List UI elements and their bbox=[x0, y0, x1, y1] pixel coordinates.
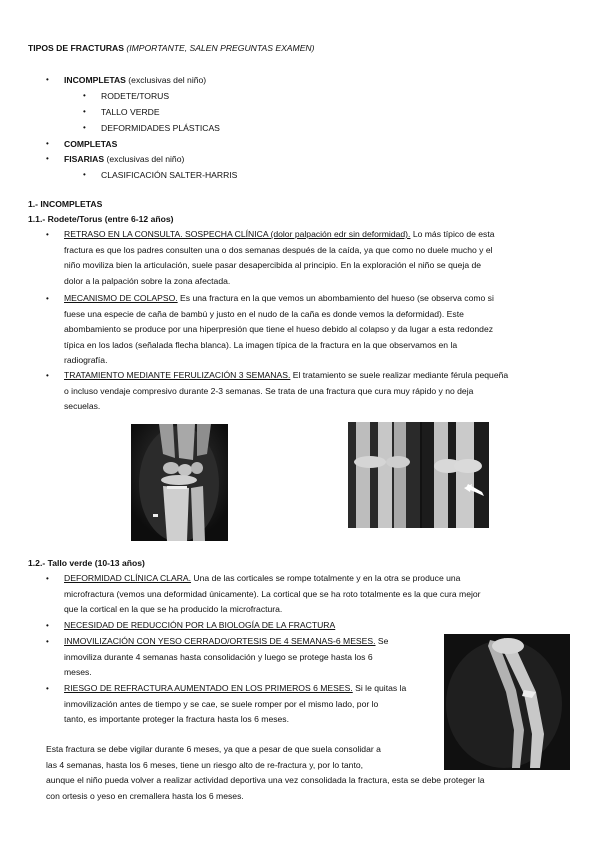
outline-completas: COMPLETAS bbox=[64, 139, 118, 149]
bullet-icon: • bbox=[83, 107, 86, 116]
greenstick-paragraph bbox=[46, 742, 485, 804]
xray-wrist-image bbox=[131, 424, 228, 541]
outline-subitem: CLASIFICACIÓN SALTER-HARRIS bbox=[101, 170, 238, 180]
subsection-heading-prefix: 1.2.- Tallo verde bbox=[28, 558, 93, 568]
outline-fisarias bbox=[64, 153, 184, 165]
bullet-text: abombamiento se produce por una hiperpresión que tiene el hueso debido al colapso y da lugar a esta redondez bbox=[64, 324, 494, 335]
outline-fisarias-note: (exclusivas del niño) bbox=[106, 154, 185, 164]
paragraph-line: Esta fractura se debe vigilar durante 6 meses, ya que a pesar de que suela consolidar a bbox=[46, 744, 381, 754]
paragraph-line: con ortesis o yeso en cremallera hasta los 6 meses. bbox=[46, 790, 244, 801]
bullet-text: típica en los lados (señalada flecha blanca). La imagen típica de la fractura en la que observamos en la bbox=[64, 339, 458, 350]
outline-subitem: TALLO VERDE bbox=[101, 107, 160, 117]
bullet-icon: • bbox=[46, 621, 49, 630]
bullet-lead: MECANISMO DE COLAPSO. bbox=[64, 293, 178, 303]
bullet-lead: DEFORMIDAD CLÍNICA CLARA. bbox=[64, 573, 192, 583]
outline-incompletas bbox=[64, 74, 206, 86]
bullet-text: tanto, es importante proteger la fractura hasta los 6 meses. bbox=[64, 714, 289, 725]
bullet-lead: TRATAMIENTO MEDIANTE FERULIZACIÓN 3 SEMANAS. bbox=[64, 370, 291, 380]
bullet-text: dolor a la palpación sobre la zona afectada. bbox=[64, 275, 231, 286]
bullet-lead: RIESGO DE REFRACTURA AUMENTADO EN LOS PRIMEROS 6 MESES. bbox=[64, 683, 353, 693]
bullet-icon: • bbox=[46, 230, 49, 239]
paragraph-line: las 4 semanas, hasta los 6 meses, tiene un riesgo alto de re-fractura y, por lo tanto, bbox=[46, 759, 364, 770]
subsection-heading-suffix: (10-13 años) bbox=[94, 558, 145, 568]
bullet-text: Lo más típico de esta bbox=[410, 229, 495, 239]
bullet-text: o incluso vendaje compresivo durante 2-3 semanas. Se trata de una fractura que cura muy rápido y no deja bbox=[64, 385, 474, 396]
bullet-text: Es una fractura en la que vemos un abombamiento del hueso (se observa como si bbox=[177, 293, 494, 303]
subsection-heading-suffix: (entre 6-12 años) bbox=[104, 214, 174, 224]
bullet-lead: RETRASO EN LA CONSULTA. SOSPECHA CLÍNICA (dolor palpación edr sin deformidad). bbox=[64, 229, 411, 239]
bullet-icon: • bbox=[83, 123, 86, 132]
subsection-heading bbox=[28, 557, 145, 569]
bullet-text: secuelas. bbox=[64, 401, 101, 412]
bullet-icon: • bbox=[46, 371, 49, 380]
bullet-text: radiografía. bbox=[64, 355, 108, 366]
torus-bullet-1 bbox=[64, 227, 495, 289]
bullet-icon: • bbox=[46, 574, 49, 583]
torus-bullet-2 bbox=[64, 291, 494, 369]
bullet-text: Una de las corticales se rompe totalmente y en la otra se produce una bbox=[191, 573, 461, 583]
bullet-text: inmovilización antes de tiempo y se cae, se suele romper por el mismo lado, por lo bbox=[64, 698, 379, 709]
paragraph-line: aunque el niño pueda volver a realizar actividad deportiva una vez consolidada la fractura, esta se debe proteger la bbox=[46, 775, 485, 786]
subsection-heading-prefix: 1.1.- Rodete/Torus bbox=[28, 214, 103, 224]
outline-subitem: RODETE/TORUS bbox=[101, 91, 170, 101]
bullet-text: que la cortical en la que se ha producido la microfractura. bbox=[64, 604, 283, 615]
greenstick-bullet-1 bbox=[64, 571, 481, 618]
title-main: TIPOS DE FRACTURAS bbox=[28, 43, 124, 53]
bullet-lead: NECESIDAD DE REDUCCIÓN POR LA BIOLOGÍA DE LA FRACTURA bbox=[64, 620, 336, 630]
greenstick-bullet-2 bbox=[64, 618, 335, 634]
bullet-text: fractura es que los padres consulten una o dos semanas después de la caída, ya que como no duele mucho y el bbox=[64, 244, 493, 255]
page-title bbox=[28, 42, 315, 54]
bullet-text: niño moviliza bien la articulación, suele pasar desapercibida al principio. En la exploración el niño se queja de bbox=[64, 260, 482, 271]
greenstick-bullet-3 bbox=[64, 634, 388, 681]
bullet-icon: • bbox=[46, 75, 49, 84]
bullet-icon: • bbox=[46, 637, 49, 646]
xray-forearm-image bbox=[348, 422, 489, 528]
bullet-icon: • bbox=[83, 170, 86, 179]
title-note: (IMPORTANTE, SALEN PREGUNTAS EXAMEN) bbox=[126, 43, 315, 53]
outline-fisarias-label: FISARIAS bbox=[64, 154, 105, 164]
torus-bullet-3 bbox=[64, 368, 508, 415]
bullet-text: inmoviliza durante 4 semanas hasta consolidación y luego se protege hasta los 6 bbox=[64, 651, 373, 662]
bullet-lead: INMOVILIZACIÓN CON YESO CERRADO/ORTESIS DE 4 SEMANAS-6 MESES. bbox=[64, 636, 376, 646]
outline-incompletas-label: INCOMPLETAS bbox=[64, 75, 126, 85]
greenstick-bullet-4 bbox=[64, 681, 406, 728]
outline-incompletas-note: (exclusivas del niño) bbox=[128, 75, 207, 85]
bullet-icon: • bbox=[83, 91, 86, 100]
subsection-heading bbox=[28, 213, 174, 225]
bullet-text: Si le quitas la bbox=[352, 683, 407, 693]
bullet-text: meses. bbox=[64, 667, 92, 678]
bullet-text: fuese una especie de caña de bambú y justo en el nudo de la caña es donde vemos la deformidad). Este bbox=[64, 308, 464, 319]
bullet-text: El tratamiento se suele realizar mediante férula pequeña bbox=[290, 370, 509, 380]
bullet-text: microfractura (vemos una deformidad únicamente). La cortical que se ha roto totalmente es la que cura mejor bbox=[64, 588, 481, 599]
bullet-icon: • bbox=[46, 294, 49, 303]
outline-subitem: DEFORMIDADES PLÁSTICAS bbox=[101, 123, 220, 133]
bullet-text: Se bbox=[375, 636, 389, 646]
section-heading: 1.- INCOMPLETAS bbox=[28, 199, 103, 209]
bullet-icon: • bbox=[46, 684, 49, 693]
bullet-icon: • bbox=[46, 139, 49, 148]
bullet-icon: • bbox=[46, 154, 49, 163]
